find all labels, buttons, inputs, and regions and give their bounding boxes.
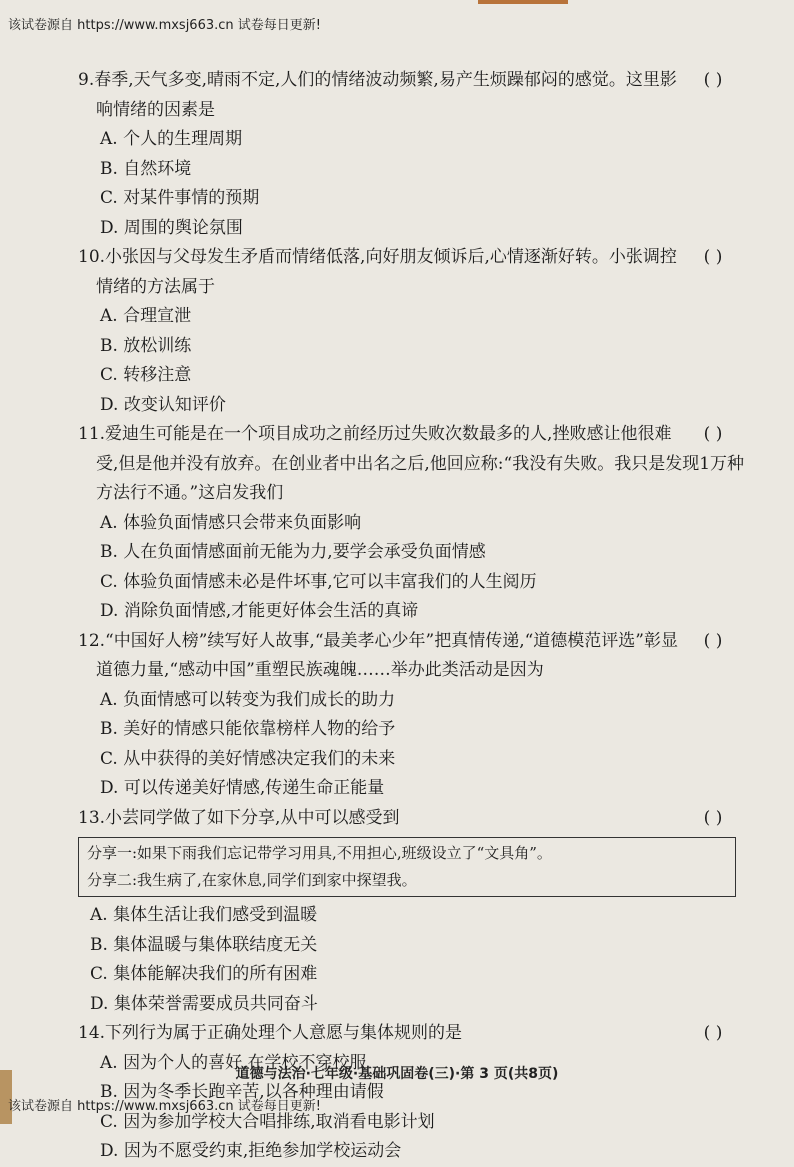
watermark-top: 该试卷源自 https://www.mxsj663.cn 试卷每日更新! (8, 18, 321, 33)
share-box (78, 837, 736, 897)
question-stem: ( ) 9.春季,天气多变,晴雨不定,人们的情绪波动频繁,易产生烦躁郁闷的感觉。这里影响情绪的因素是 (78, 66, 758, 125)
option-b: B. 集体温暖与集体联结度无关 (90, 934, 318, 955)
option-b: B. 人在负面情感面前无能为力,要学会承受负面情感 (100, 542, 486, 562)
question-stem: ( ) 10.小张因与父母发生矛盾而情绪低落,向好朋友倾诉后,心情逐渐好转。小张调控情绪的方法属于 (78, 243, 758, 302)
exam-page (78, 66, 758, 1167)
option-b: B. 因为冬季长跑辛苦,以各种理由请假 (100, 1082, 384, 1102)
question-9 (78, 66, 758, 243)
question-stem: ( ) 14.下列行为属于正确处理个人意愿与集体规则的是 (78, 1019, 758, 1049)
option-b: B. 自然环境 (100, 158, 192, 179)
answer-blank: ( ) (703, 1023, 723, 1043)
watermark-bottom: 该试卷源自 https://www.mxsj663.cn 试卷每日更新! (8, 1099, 321, 1114)
option-a: A. 负面情感可以转变为我们成长的助力 (100, 689, 396, 710)
option-b: B. 美好的情感只能依靠榜样人物的给予 (100, 719, 396, 739)
option-c: C. 集体能解决我们的所有困难 (90, 964, 318, 984)
question-stem: ( ) 11.爱迪生可能是在一个项目成功之前经历过失败次数最多的人,挫败感让他很难受,但是他并没有放弃。在创业者中出名之后,他回应称:“我没有失败。我只是发现1万种方法行不通。”这启发我们 (78, 420, 758, 509)
question-10 (78, 243, 758, 420)
option-a: A. 集体生活让我们感受到温暖 (90, 905, 318, 925)
question-stem: ( ) 12.“中国好人榜”续写好人故事,“最美孝心少年”把真情传递,“道德模范评选”彰显道德力量,“感动中国”重塑民族魂魄……举办此类活动是因为 (78, 627, 758, 686)
option-a: A. 因为个人的喜好,在学校不穿校服 (100, 1052, 367, 1073)
option-c: C. 转移注意 (100, 365, 192, 385)
question-14 (78, 1019, 758, 1167)
answer-blank: ( ) (703, 70, 723, 90)
option-d: D. 可以传递美好情感,传递生命正能量 (100, 778, 385, 798)
option-c: C. 对某件事情的预期 (100, 188, 260, 208)
question-stem: ( ) 13.小芸同学做了如下分享,从中可以感受到 (78, 804, 758, 834)
page-footer: 道德与法治·七年级·基础巩固卷(三)·第 3 页(共8页) (235, 1066, 559, 1082)
option-d: D. 改变认知评价 (100, 394, 226, 415)
option-b: B. 放松训练 (100, 335, 192, 356)
option-c: C. 因为参加学校大合唱排练,取消看电影计划 (100, 1111, 435, 1132)
question-13 (78, 804, 758, 1020)
share-one: 分享一:如果下雨我们忘记带学习用具,不用担心,班级设立了“文具角”。 (87, 844, 552, 862)
option-d: D. 消除负面情感,才能更好体会生活的真谛 (100, 601, 419, 621)
answer-blank: ( ) (703, 630, 723, 651)
answer-blank: ( ) (703, 807, 723, 828)
answer-blank: ( ) (703, 247, 723, 267)
option-a: A. 个人的生理周期 (100, 129, 243, 149)
share-two: 分享二:我生病了,在家休息,同学们到家中探望我。 (87, 871, 417, 889)
option-c: C. 体验负面情感未必是件坏事,它可以丰富我们的人生阅历 (100, 571, 537, 592)
option-a: A. 体验负面情感只会带来负面影响 (100, 512, 362, 533)
option-a: A. 合理宣泄 (100, 306, 192, 326)
option-c: C. 从中获得的美好情感决定我们的未来 (100, 748, 396, 769)
answer-blank: ( ) (703, 424, 723, 444)
option-d: D. 因为不愿受约束,拒绝参加学校运动会 (100, 1141, 402, 1161)
question-12 (78, 627, 758, 804)
question-11 (78, 420, 758, 627)
page-edge-mark (478, 0, 568, 4)
option-d: D. 周围的舆论氛围 (100, 217, 243, 238)
option-d: D. 集体荣誉需要成员共同奋斗 (90, 993, 318, 1014)
